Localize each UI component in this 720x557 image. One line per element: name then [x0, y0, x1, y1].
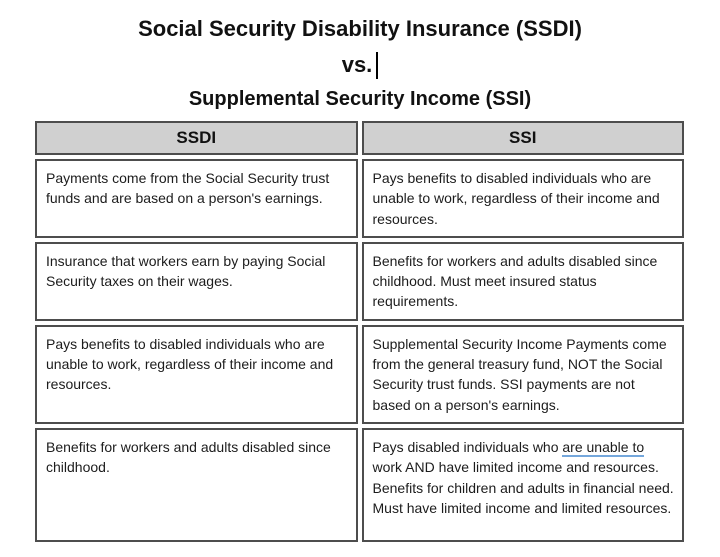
comparison-table	[31, 117, 688, 546]
doc-title-vs-line[interactable]	[0, 52, 720, 79]
table-header-ssi[interactable]: SSI	[362, 121, 685, 155]
grammar-suggestion-underline[interactable]: are unable to	[562, 438, 645, 455]
vs-text: vs.	[341, 52, 373, 77]
table-row	[35, 325, 684, 424]
ssi-row4-text-before: Pays disabled individuals who	[372, 438, 563, 455]
table-header-ssdi[interactable]: SSDI	[35, 121, 358, 155]
table-row	[35, 242, 684, 321]
cell-ssi-row4[interactable]	[362, 428, 685, 542]
cell-ssdi-row4[interactable]: Benefits for workers and adults disabled since childhood.	[35, 428, 358, 542]
cell-ssi-row1[interactable]: Pays benefits to disabled individuals who are unable to work, regardless of their income and resources.	[362, 159, 685, 238]
doc-title-line1[interactable]: Social Security Disability Insurance (SSDI)	[138, 16, 582, 41]
cell-ssi-row2[interactable]: Benefits for workers and adults disabled since childhood. Must meet insured status requirements.	[362, 242, 685, 321]
table-row	[35, 159, 684, 238]
ssi-row4-text-after: work AND have limited income and resources. Benefits for children and adults in financial need. Must have limited income and limited resources.	[372, 459, 674, 516]
cell-ssi-row3[interactable]: Supplemental Security Income Payments come from the general treasury fund, NOT the Social Security trust funds. SSI payments are not based on a person's earnings.	[362, 325, 685, 424]
doc-title-line3[interactable]: Supplemental Security Income (SSI)	[188, 88, 532, 110]
cell-ssdi-row3[interactable]: Pays benefits to disabled individuals who are unable to work, regardless of their income and resources.	[35, 325, 358, 424]
cell-ssdi-row2[interactable]: Insurance that workers earn by paying Social Security taxes on their wages.	[35, 242, 358, 321]
table-header-row	[35, 121, 684, 155]
text-cursor	[376, 52, 378, 79]
table-row	[35, 428, 684, 542]
cell-ssdi-row1[interactable]: Payments come from the Social Security trust funds and are based on a person's earnings.	[35, 159, 358, 238]
